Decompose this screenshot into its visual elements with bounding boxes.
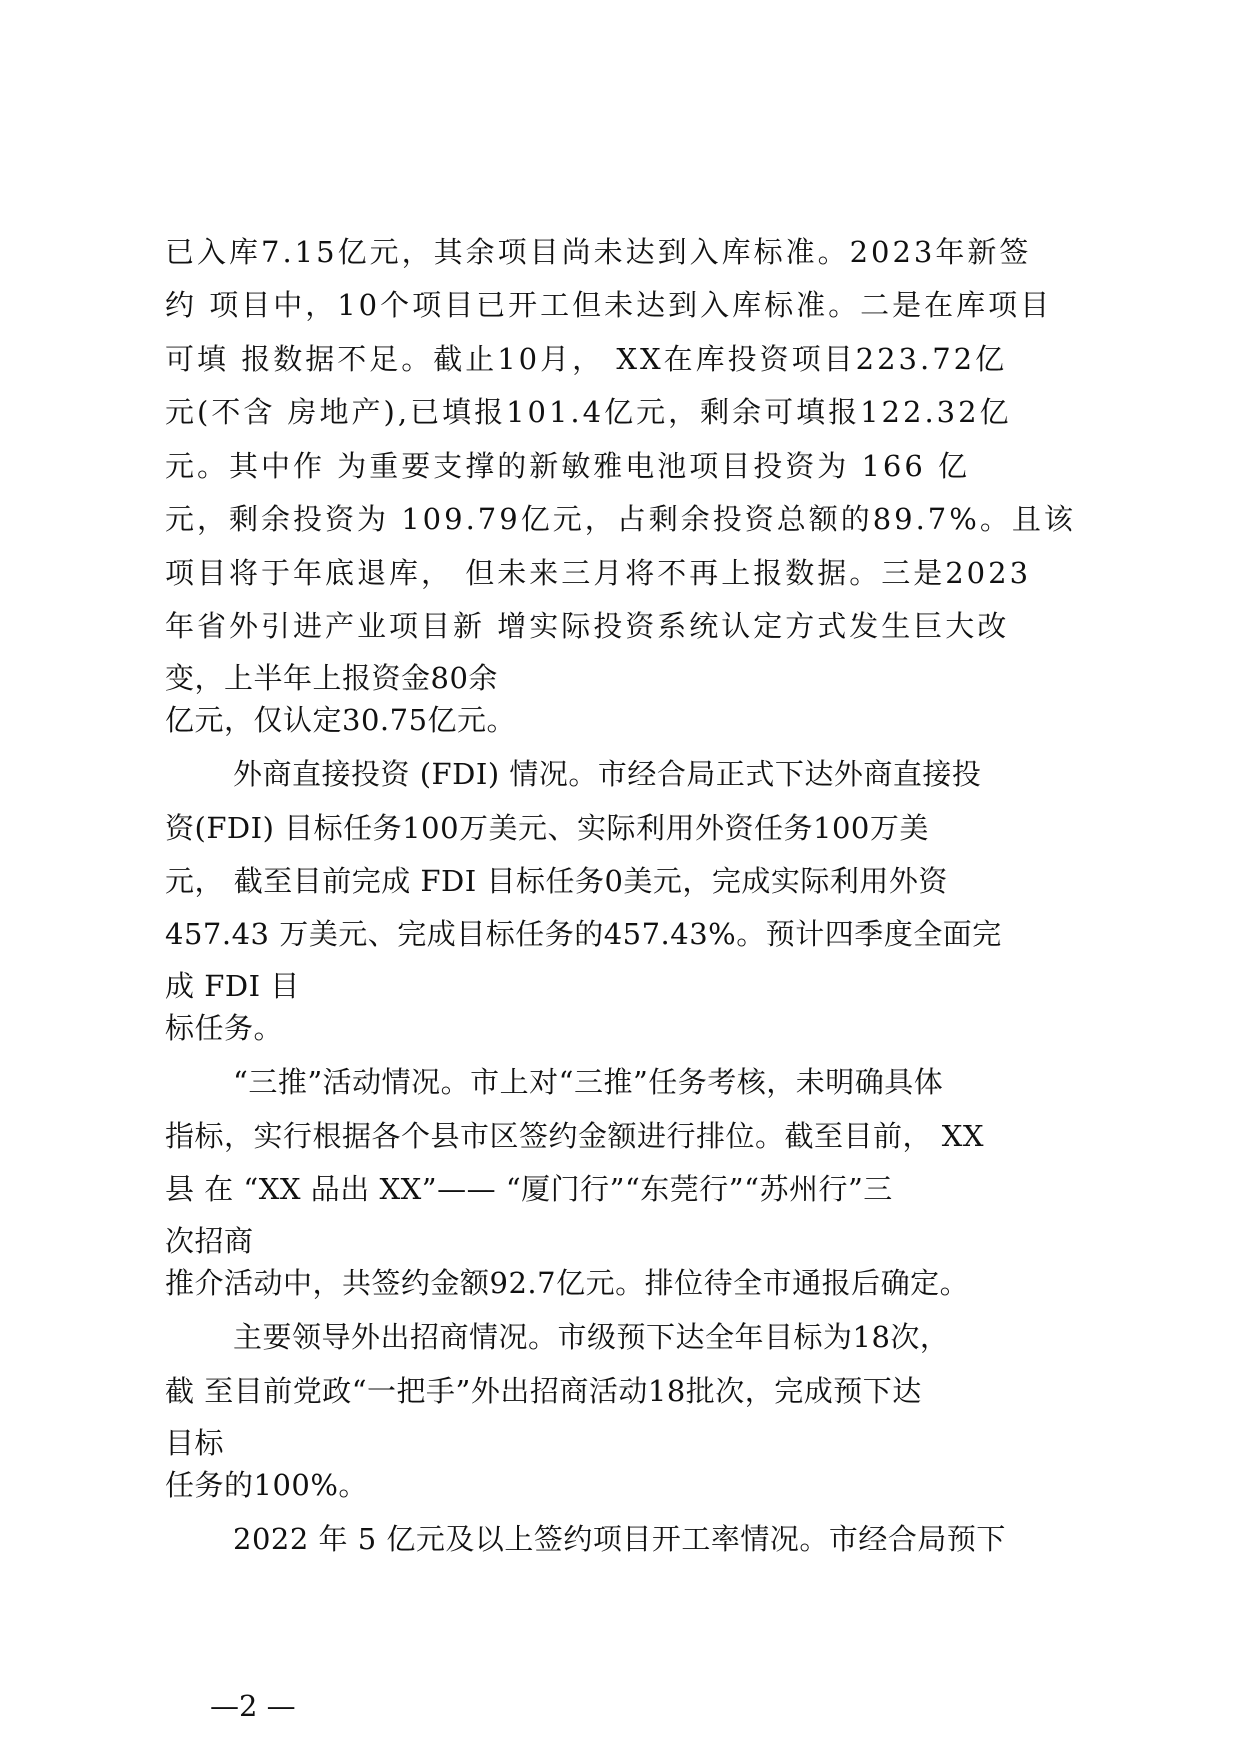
- fdi-paragraph-line-1: 外商直接投资 (FDI) 情况。市经合局正式下达外商直接投: [233, 757, 982, 791]
- three-push-paragraph-line-3: 县 在 “XX 品出 XX”—— “厦门行”“东莞行”“苏州行”三: [165, 1172, 893, 1206]
- fdi-paragraph-line-6: 标任务。: [165, 1011, 284, 1045]
- body-line-1: 已入库7.15亿元，其余项目尚未达到入库标准。2023年新签: [165, 235, 1032, 269]
- fdi-paragraph-line-2: 资(FDI) 目标任务100万美元、实际利用外资任务100万美: [165, 811, 929, 845]
- three-push-paragraph-line-4: 次招商: [165, 1224, 254, 1258]
- body-line-7: 项目将于年底退库， 但未来三月将不再上报数据。三是2023: [165, 556, 1032, 590]
- body-line-3: 可填 报数据不足。截止10月， XX在库投资项目223.72亿: [165, 342, 1008, 376]
- leader-paragraph-line-4: 任务的100%。: [165, 1468, 368, 1502]
- leader-paragraph-line-2: 截 至目前党政“一把手”外出招商活动18批次，完成预下达: [165, 1374, 922, 1408]
- three-push-paragraph-line-5: 推介活动中，共签约金额92.7亿元。排位待全市通报后确定。: [165, 1266, 970, 1300]
- three-push-paragraph-line-2: 指标，实行根据各个县市区签约金额进行排位。截至目前， XX: [165, 1119, 985, 1153]
- body-line-8: 年省外引进产业项目新 增实际投资系统认定方式发生巨大改: [165, 609, 1010, 643]
- three-push-paragraph-line-1: “三推”活动情况。市上对“三推”任务考核，未明确具体: [233, 1065, 944, 1099]
- body-line-9: 变，上半年上报资金80余: [165, 661, 498, 695]
- body-line-6: 元，剩余投资为 109.79亿元，占剩余投资总额的89.7%。且该: [165, 502, 1076, 536]
- body-line-5: 元。其中作 为重要支撑的新敏雅电池项目投资为 166 亿: [165, 449, 971, 483]
- body-line-4: 元(不含 房地产),已填报101.4亿元，剩余可填报122.32亿: [165, 395, 1012, 429]
- leader-paragraph-line-1: 主要领导外出招商情况。市级预下达全年目标为18次，: [233, 1320, 950, 1354]
- fdi-paragraph-line-3: 元， 截至目前完成 FDI 目标任务0美元，完成实际利用外资: [165, 864, 948, 898]
- leader-paragraph-line-3: 目标: [165, 1426, 225, 1460]
- page-number: —2 —: [210, 1689, 296, 1723]
- fdi-paragraph-line-5: 成 FDI 目: [165, 969, 300, 1003]
- body-line-10: 亿元，仅认定30.75亿元。: [165, 703, 517, 737]
- body-line-2: 约 项目中，10个项目已开工但未达到入库标准。二是在库项目: [165, 288, 1053, 322]
- fdi-paragraph-line-4: 457.43 万美元、完成目标任务的457.43%。预计四季度全面完: [165, 917, 1002, 951]
- start-rate-paragraph-line-1: 2022 年 5 亿元及以上签约项目开工率情况。市经合局预下: [233, 1522, 1006, 1556]
